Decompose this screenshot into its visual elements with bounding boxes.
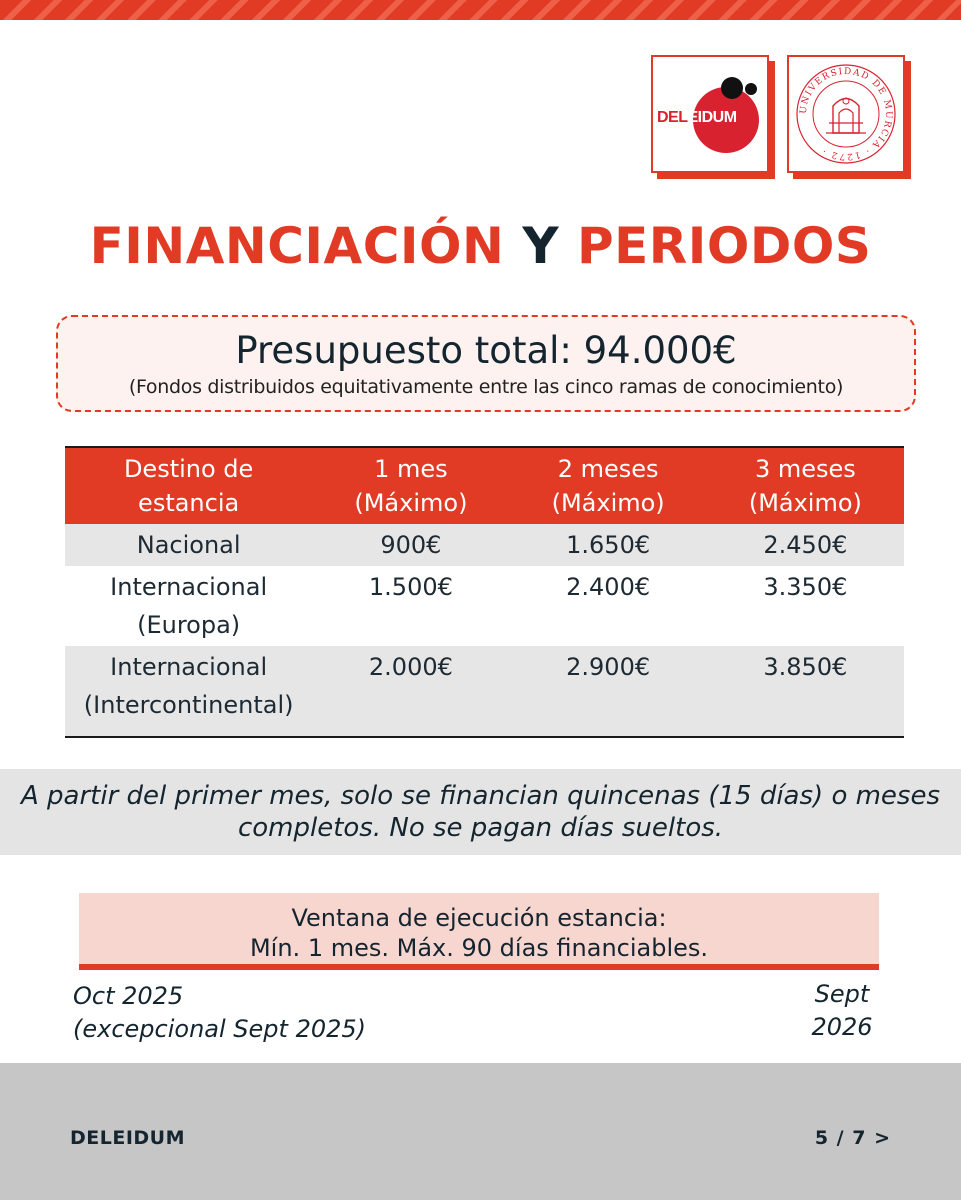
header-1-month: 1 mes (Máximo) [312,447,509,524]
top-decorative-stripe [0,0,961,20]
cell-3-months: 3.850€ [707,646,904,737]
execution-window-box [79,893,879,970]
table-row [65,646,904,737]
page-title: FINANCIACIÓN Y PERIODOS [89,217,872,275]
cell-destination: Nacional [65,524,312,566]
cell-2-months: 2.900€ [510,646,707,737]
execution-window-detail: Mín. 1 mes. Máx. 90 días financiables. [249,934,709,962]
university-seal-icon [793,61,899,167]
budget-total: Presupuesto total: 94.000€ [235,329,737,372]
timeline-end-date: Sept 2026 [811,980,873,1041]
payment-rule-note: A partir del primer mes, solo se financian quincenas (15 días) o meses completos. No se pagan días sueltos. [0,769,961,855]
timeline-start-date: Oct 2025 (excepcional Sept 2025) [73,982,367,1043]
cell-2-months: 1.650€ [510,524,707,566]
cell-1-month: 2.000€ [312,646,509,737]
page-indicator[interactable]: 5 / 7 > [814,1127,891,1149]
logo-black-dot [721,77,743,99]
cell-1-month: 900€ [312,524,509,566]
header-2-months: 2 meses (Máximo) [510,447,707,524]
cell-destination: Internacional (Intercontinental) [65,646,312,737]
header-3-months: 3 meses (Máximo) [707,447,904,524]
header-destination: Destino de estancia [65,447,312,524]
budget-note: (Fondos distribuidos equitativamente entre las cinco ramas de conocimiento) [128,376,844,398]
table-row [65,524,904,566]
budget-callout [56,315,916,412]
table-row [65,566,904,646]
cell-3-months: 3.350€ [763,573,848,601]
cell-3-months: 2.450€ [707,524,904,566]
logo-wordmark: DELEIDUM [657,109,737,126]
funding-table [65,446,904,738]
cell-2-months: 2.400€ [566,573,651,601]
svg-text:UNIVERSIDAD DE MURCIA · 1272 ·: UNIVERSIDAD DE MURCIA · 1272 · [798,66,894,162]
university-seal-logo [787,55,905,173]
logo-black-dot-small [745,83,757,95]
cell-destination: Internacional (Europa) [110,573,268,639]
cell-1-month: 1.500€ [368,573,453,601]
footer-brand: DELEIDUM [70,1127,186,1149]
deleidum-logo [651,55,769,173]
footer [0,1063,961,1200]
table-header-row [65,447,904,524]
execution-window-title: Ventana de ejecución estancia: [291,904,667,932]
